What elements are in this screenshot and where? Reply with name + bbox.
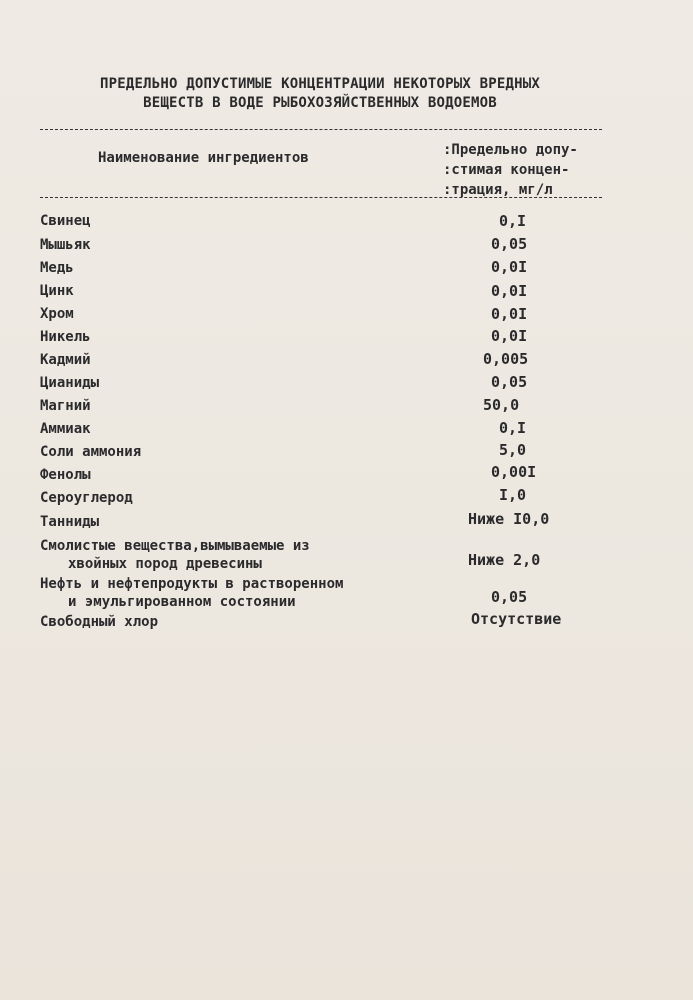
concentration-value: Отсутствие [471,610,562,628]
document-title-line-2: ВЕЩЕСТВ В ВОДЕ РЫБОХОЗЯЙСТВЕННЫХ ВОДОЕМОВ [143,95,497,111]
concentration-value: 0,I [499,212,527,230]
ingredient-name: Аммиак [40,421,91,437]
concentration-value: 5,0 [499,441,527,459]
ingredient-name: Свободный хлор [40,614,159,630]
ingredient-name: Цианиды [40,375,100,391]
concentration-value: 0,0I [491,282,528,300]
ingredient-name: Цинк [40,283,74,299]
concentration-value: 50,0 [483,396,520,414]
document-title-line-1: ПРЕДЕЛЬНО ДОПУСТИМЫЕ КОНЦЕНТРАЦИИ НЕКОТОРЫХ ВРЕДНЫХ [99,76,541,92]
ingredient-name: Кадмий [40,352,91,368]
ingredient-name-line: Нефть и нефтепродукты в растворенном [40,576,344,592]
concentration-value: I,0 [499,486,527,504]
ingredient-name-line: и эмульгированном состоянии [68,594,296,610]
ingredient-name: Танниды [40,514,100,530]
ingredient-name-multiline [40,575,343,611]
concentration-value: 0,05 [491,373,528,391]
concentration-value: Ниже I0,0 [468,510,550,528]
concentration-value: 0,00I [491,463,537,481]
table-header-rule [40,197,602,198]
ingredient-name: Никель [40,329,91,345]
ingredient-name-multiline [40,537,310,573]
ingredient-name: Медь [40,260,74,276]
concentration-value: 0,0I [491,327,528,345]
concentration-value: 0,I [499,419,527,437]
column-header-concentration [443,140,578,200]
concentration-value: 0,005 [483,350,529,368]
ingredient-name-line: хвойных пород древесины [68,556,262,572]
ingredient-name: Соли аммония [40,444,142,460]
column-header-concentration-line: :Предельно допу- [443,142,578,158]
column-header-concentration-line: :стимая концен- [443,162,570,178]
concentration-value: 0,0I [491,305,528,323]
ingredient-name: Мышьяк [40,237,91,253]
concentration-value: 0,0I [491,258,528,276]
ingredient-name: Фенолы [40,467,91,483]
ingredient-name: Магний [40,398,91,414]
concentration-value: 0,05 [491,588,528,606]
ingredient-name: Хром [40,306,74,322]
column-header-concentration-line: :трация, мг/л [443,182,553,198]
concentration-value: Ниже 2,0 [468,551,541,569]
concentration-value: 0,05 [491,235,528,253]
ingredient-name: Сероуглерод [40,490,133,506]
ingredient-name-line: Смолистые вещества,вымываемые из [40,538,310,554]
table-top-rule [40,129,602,130]
ingredient-name: Свинец [40,213,91,229]
column-header-ingredients: Наименование ингредиентов [98,150,309,166]
